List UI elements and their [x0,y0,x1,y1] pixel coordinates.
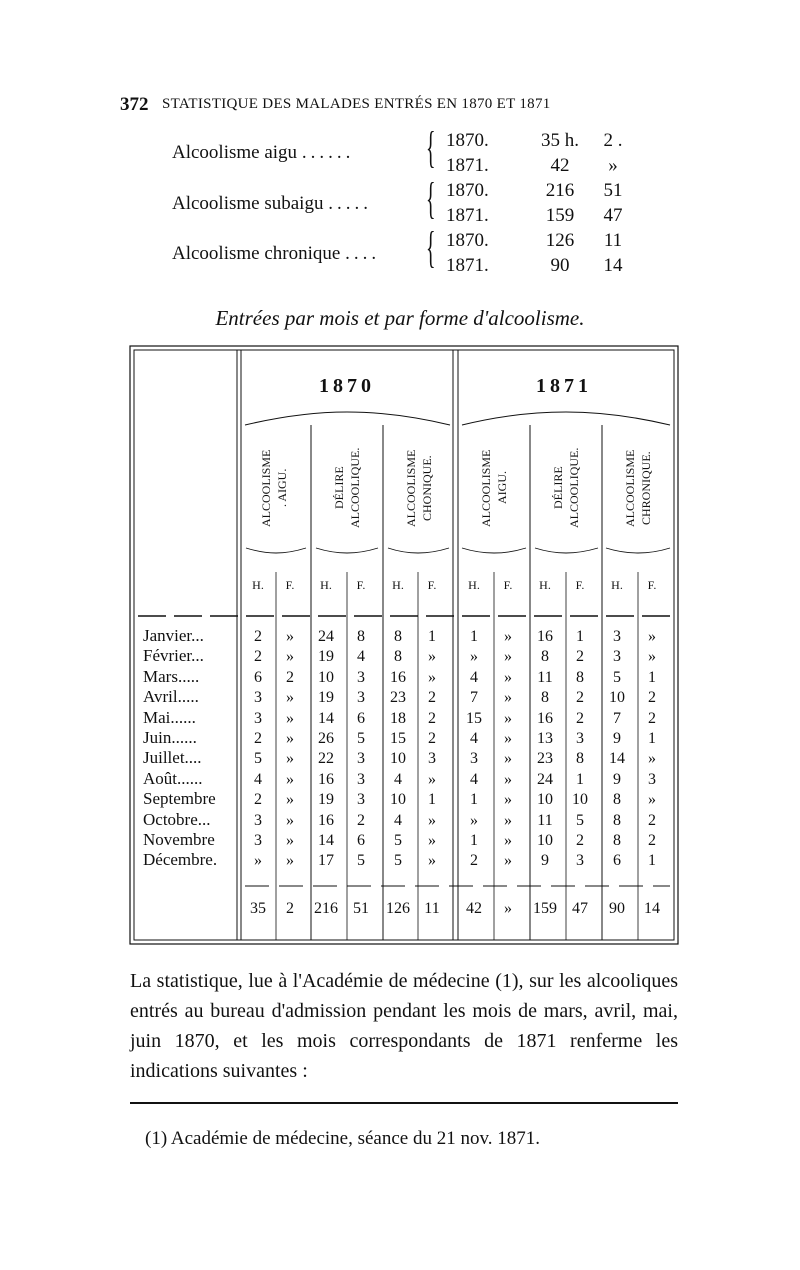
table-cell: 8 [541,689,549,707]
table-cell: 3 [254,832,262,849]
month-label: Décembre. [143,850,218,870]
table-cell: 14 [318,832,334,849]
table-cell: 7 [613,709,621,727]
total-cell: 47 [572,900,588,917]
group-header: ALCOOLISME CHONIQUE. [404,449,434,527]
table-cell: » [504,811,512,829]
footnote-rule [130,1100,678,1108]
table-cell: » [504,628,512,645]
subheader-cell: F. [356,578,366,592]
month-label: Mai...... [143,707,196,727]
subheader-cell: H. [252,578,264,592]
table-cell: » [648,750,656,768]
total-cell: 216 [314,900,338,917]
table-cell: » [504,648,512,666]
summary-men: 216 [545,180,575,201]
table-cell: 3 [470,750,478,768]
group-header: DÉLIRE ALCOOLIQUE. [332,447,362,529]
group-header: ALCOOLISME . AIGU. [259,449,289,527]
table-cell: 8 [394,628,402,645]
table-cell: » [286,852,294,870]
subheader-cell: F. [285,578,295,592]
table-cell: » [470,648,478,666]
table-cell: 3 [254,811,262,829]
table-cell: 4 [470,730,478,747]
total-cell: » [504,900,512,917]
summary-women: 51 [603,180,623,201]
table-cell: 2 [576,709,584,727]
table-cell: 6 [357,832,365,849]
summary-year: 1871. [446,155,489,176]
table-cell: 1 [470,832,478,849]
table-cell: 9 [613,770,621,788]
month-label: Janvier... [143,626,204,645]
table-cell: » [504,832,512,849]
table-cell: » [286,709,294,727]
total-cell: 35 [250,900,266,917]
table-cell: » [428,648,436,666]
month-label: Mars..... [143,666,200,686]
table-cell: 2 [648,811,656,829]
table-cell: 6 [357,709,365,727]
summary-year: 1870. [446,230,489,251]
table-cell: 4 [394,811,402,829]
table-cell: 2 [286,668,294,686]
table-cell: 2 [254,628,262,645]
table-cell: » [504,709,512,727]
total-cell: 159 [533,900,557,917]
table-cell: » [286,750,294,768]
table-cell: 15 [466,709,482,727]
table-cell: 2 [576,689,584,707]
summary-men: 159 [545,205,575,226]
table-cell: 3 [357,689,365,707]
table-cell: 8 [613,811,621,829]
table-cell: 16 [318,770,334,788]
table-cell: » [428,770,436,788]
table-cell: 9 [613,730,621,747]
summary-men: 35 h. [541,130,579,151]
total-cell: 42 [466,900,482,917]
table-cell: 2 [428,689,436,707]
table-cell: 3 [576,730,584,747]
table-cell: 5 [357,852,365,870]
group-header: ALCOOLISME CHRONIQUE. [623,449,653,527]
table-cell: 19 [318,689,334,707]
table-cell: » [648,648,656,666]
table-cell: 6 [254,668,262,686]
table-cell: 5 [357,730,365,747]
table-cell: 11 [537,668,553,686]
table-cell: 22 [318,750,334,768]
summary-label: Alcoolisme subaigu ..... [172,193,372,214]
table-cell: » [504,689,512,707]
table-cell: 3 [576,852,584,870]
table-cell: » [428,852,436,870]
table-cell: 1 [428,628,436,645]
subheader-cell: H. [320,578,332,592]
summary-year: 1870. [446,130,489,151]
summary-year: 1870. [446,180,489,201]
table-cell: » [504,791,512,809]
table-cell: 8 [357,628,365,645]
table-cell: » [286,770,294,788]
table-cell: 17 [318,852,334,870]
table-cell: 18 [390,709,406,727]
table-cell: 2 [254,791,262,809]
table-cell: 2 [648,689,656,707]
summary-women: » [608,155,618,176]
summary-brace: { [426,174,436,223]
table-cell: 14 [609,750,625,768]
summary-brace: { [426,123,436,172]
total-cell: 90 [609,900,625,917]
summary-men: 42 [550,155,570,176]
table-cell: 10 [390,750,406,768]
table-cell: 5 [576,811,584,829]
table-cell: 19 [318,791,334,809]
table-cell: 1 [576,770,584,788]
table-cell: 10 [537,832,553,849]
table-cell: 16 [537,709,553,727]
running-head: STATISTIQUE DES MALADES ENTRÉS EN 1870 ET 1871 [162,96,551,112]
month-label: Juillet.... [143,748,202,768]
subheader-cell: H. [611,578,623,592]
table-cell: » [286,648,294,666]
month-label: Septembre [143,789,216,809]
table-cell: 10 [390,791,406,809]
table-cell: 1 [576,628,584,645]
year-header-1871: 1871 [536,375,592,397]
table-cell: 14 [318,709,334,727]
subheader-cell: F. [575,578,585,592]
total-cell: 51 [353,900,369,917]
table-cell: 4 [470,668,478,686]
table-cell: 4 [254,770,262,788]
subheader-cell: H. [468,578,480,592]
table-cell: 10 [609,689,625,707]
summary-brace: { [426,223,436,272]
total-cell: 126 [386,900,410,917]
table-cell: 3 [648,770,656,788]
table-cell: 19 [318,648,334,666]
table-cell: 8 [394,648,402,666]
subheader-cell: F. [647,578,657,592]
table-cell: 2 [576,648,584,666]
table-cell: 26 [318,730,334,747]
table-cell: 7 [470,689,478,707]
table-cell: » [428,832,436,849]
year-header-1870: 1870 [319,375,375,397]
table-cell: 16 [390,668,406,686]
summary-men: 126 [545,230,575,251]
table-cell: 1 [470,791,478,809]
table-cell: 16 [537,628,553,645]
table-cell: 13 [537,730,553,747]
table-cell: » [504,668,512,686]
table-cell: » [254,852,262,870]
table-cell: » [504,730,512,747]
table-cell: 10 [537,791,553,809]
month-label: Février... [143,646,204,666]
table-cell: 5 [613,668,621,686]
table-cell: 5 [254,750,262,768]
table-cell: 23 [537,750,553,768]
subheader-cell: F. [427,578,437,592]
table-cell: » [648,628,656,645]
total-cell: 14 [644,900,660,917]
table-cell: 2 [254,648,262,666]
summary-women: 14 [603,255,623,276]
total-cell: 2 [286,900,294,917]
group-header: DÉLIRE ALCOOLIQUE. [551,447,581,529]
summary-women: 2 . [603,130,623,151]
table-cell: » [470,811,478,829]
table-cell: » [504,852,512,870]
table-cell: 8 [613,791,621,809]
table-cell: 1 [470,628,478,645]
table-cell: 1 [648,730,656,747]
table-cell: 9 [541,852,549,870]
table-cell: 16 [318,811,334,829]
table-cell: 1 [648,668,656,686]
month-label: Avril..... [143,687,199,707]
table-cell: 3 [357,750,365,768]
month-label: Août...... [143,768,203,788]
table-cell: 8 [541,648,549,666]
table-title: Entrées par mois et par forme d'alcoolisme. [215,306,585,330]
table-cell: 3 [613,628,621,645]
table-cell: 2 [648,832,656,849]
month-label: Novembre [143,830,215,849]
table-cell: » [286,628,294,645]
table-cell: 3 [254,709,262,727]
group-header: ALCOOLISME AIGU. [479,449,509,527]
table-cell: » [428,811,436,829]
table-cell: » [286,689,294,707]
summary-year: 1871. [446,205,489,226]
table-cell: » [648,791,656,809]
table-cell: 4 [470,770,478,788]
footnote: (1) Académie de médecine, séance du 21 nov. 1871. [145,1128,540,1149]
subheader-cell: F. [503,578,513,592]
table-cell: » [286,730,294,747]
table-cell: 2 [357,811,365,829]
subheader-cell: H. [392,578,404,592]
summary-women: 11 [603,230,623,251]
table-cell: » [504,750,512,768]
month-label: Octobre... [143,809,211,829]
table-cell: 1 [648,852,656,870]
table-cell: 10 [572,791,588,809]
table-cell: 8 [576,750,584,768]
summary-women: 47 [603,205,623,226]
table-cell: 10 [318,668,334,686]
table-cell: » [286,811,294,829]
table-cell: 23 [390,689,406,707]
table-cell: 8 [576,668,584,686]
table-cell: 11 [537,811,553,829]
table-cell: » [286,791,294,809]
page-number: 372 [120,94,149,115]
month-label: Juin...... [143,728,197,747]
table-cell: 4 [394,770,402,788]
table-cell: 2 [254,730,262,747]
table-cell: 24 [537,770,553,788]
table-cell: 2 [428,709,436,727]
table-cell: 3 [357,770,365,788]
table-cell: 3 [357,668,365,686]
table-cell: 15 [390,730,406,747]
table-cell: » [286,832,294,849]
table-cell: 2 [428,730,436,747]
table-cell: 3 [357,791,365,809]
table-cell: 2 [648,709,656,727]
table-cell: 2 [576,832,584,849]
table-cell: 6 [613,852,621,870]
table-cell: 3 [613,648,621,666]
table-cell: 5 [394,832,402,849]
table-cell: 8 [613,832,621,849]
summary-label: Alcoolisme aigu ...... [172,142,355,163]
summary-label: Alcoolisme chronique .... [172,243,381,264]
table-cell: 5 [394,852,402,870]
table-cell: » [504,770,512,788]
summary-year: 1871. [446,255,489,276]
table-cell: 24 [318,628,334,645]
table-cell: 2 [470,852,478,870]
subheader-cell: H. [539,578,551,592]
table-cell: 3 [254,689,262,707]
table-cell: » [428,668,436,686]
total-cell: 11 [424,900,440,917]
summary-men: 90 [550,255,570,276]
table-cell: 4 [357,648,365,666]
table-cell: 3 [428,750,436,768]
table-cell: 1 [428,791,436,809]
body-paragraph: La statistique, lue à l'Académie de médecine (1), sur les alcooliques entrés au bureau d'admission pendant les mois de mars, avril, mai, juin 1870, et les mois correspondants de 1871 renferme les indications suivantes : [130,970,678,1082]
